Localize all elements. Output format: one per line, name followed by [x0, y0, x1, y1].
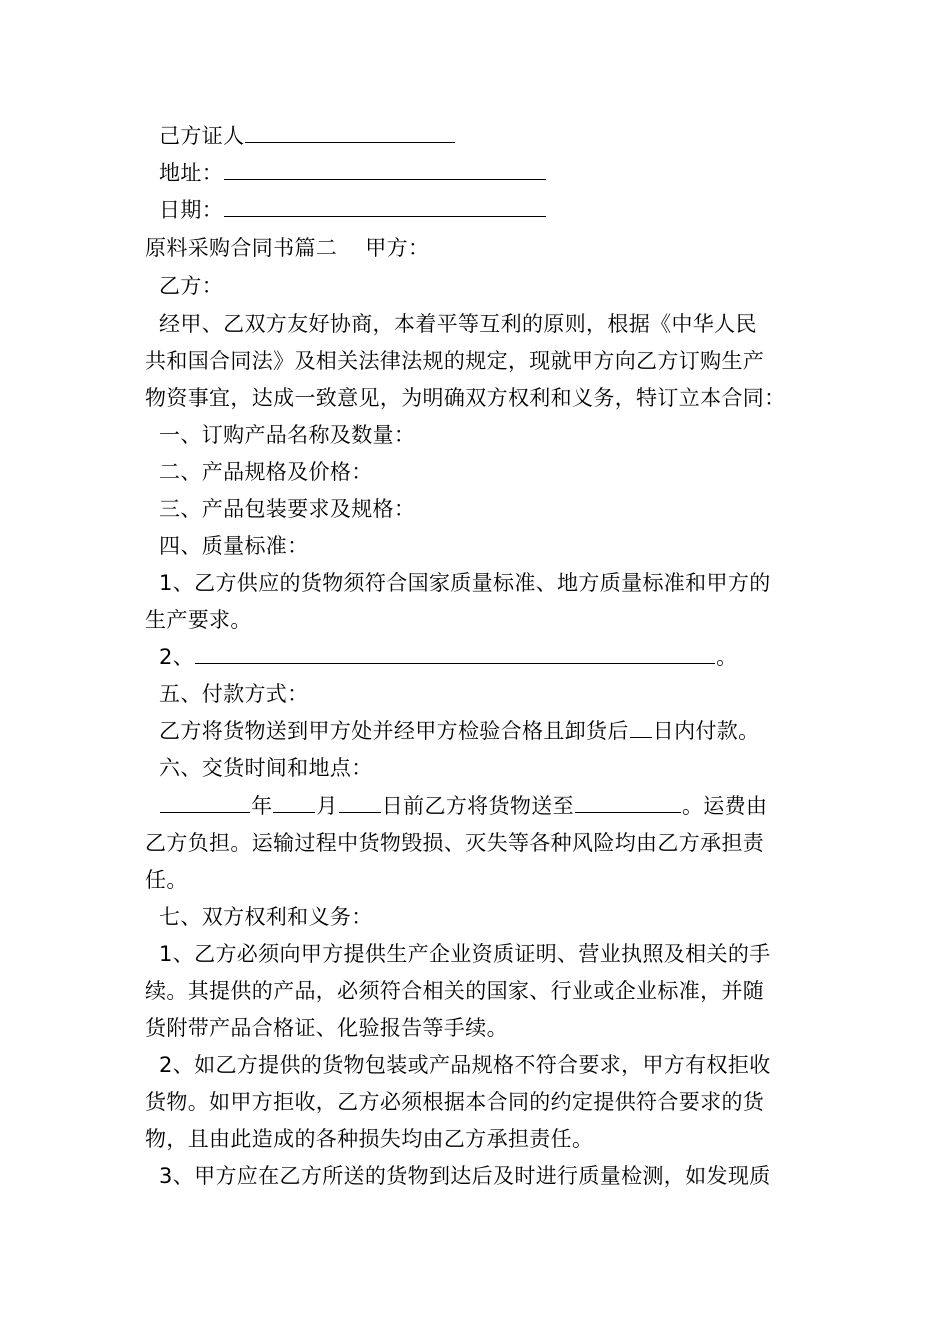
paragraph-line: 物，且由此造成的各种损失均由乙方承担责任。	[145, 1127, 594, 1151]
clause-heading: 二、产品规格及价格：	[145, 460, 373, 484]
section-title: 原料采购合同书篇二 甲方：	[145, 236, 430, 260]
witness-blank	[245, 120, 455, 143]
witness-line	[145, 118, 810, 155]
delivery-line: 年 月 日前乙方将货物送至 。运费由	[145, 788, 810, 825]
paragraph-line: 共和国合同法》及相关法律法规的规定，现就甲方向乙方订购生产	[145, 349, 765, 373]
quality-blank	[195, 641, 715, 664]
date-line	[145, 192, 810, 229]
paragraph-line: 经甲、乙双方友好协商，本着平等互利的原则，根据《中华人民	[145, 312, 757, 336]
clause-heading: 七、双方权利和义务：	[145, 905, 373, 929]
party-b-line: 乙方：	[145, 274, 224, 298]
witness-label: 己方证人	[145, 124, 245, 148]
paragraph-line: 生产要求。	[145, 608, 252, 632]
month-blank	[273, 790, 315, 813]
day-blank	[339, 790, 381, 813]
paragraph-line: 乙方负担。运输过程中货物毁损、灭失等各种风险均由乙方承担责	[145, 831, 765, 855]
clause-heading: 四、质量标准：	[145, 534, 309, 558]
year-blank	[160, 790, 250, 813]
quality-item-2: 2、 。	[145, 639, 810, 676]
address-line	[145, 155, 810, 192]
paragraph-line: 任。	[145, 868, 188, 892]
paragraph-line: 1、乙方必须向甲方提供生产企业资质证明、营业执照及相关的手	[145, 942, 771, 966]
payment-days-blank	[630, 715, 652, 738]
payment-line: 乙方将货物送到甲方处并经甲方检验合格且卸货后 日内付款。	[145, 713, 810, 750]
address-blank	[224, 157, 546, 180]
date-label: 日期：	[145, 198, 224, 222]
address-label: 地址：	[145, 161, 224, 185]
paragraph-line: 货物。如甲方拒收，乙方必须根据本合同的约定提供符合要求的货	[145, 1090, 765, 1114]
date-blank	[224, 194, 546, 217]
paragraph-line: 续。其提供的产品，必须符合相关的国家、行业或企业标准，并随	[145, 979, 765, 1003]
clause-heading: 三、产品包装要求及规格：	[145, 497, 416, 521]
paragraph-line: 物资事宜，达成一致意见，为明确双方权利和义务，特订立本合同：	[145, 386, 786, 410]
paragraph-line: 货附带产品合格证、化验报告等手续。	[145, 1016, 508, 1040]
clause-heading: 一、订购产品名称及数量：	[145, 423, 416, 447]
paragraph-line: 3、甲方应在乙方所送的货物到达后及时进行质量检测，如发现质	[145, 1164, 771, 1188]
paragraph-line: 2、如乙方提供的货物包装或产品规格不符合要求，甲方有权拒收	[145, 1053, 771, 1077]
clause-heading: 五、付款方式：	[145, 682, 309, 706]
destination-blank	[575, 790, 681, 813]
paragraph-line: 1、乙方供应的货物须符合国家质量标准、地方质量标准和甲方的	[145, 571, 771, 595]
clause-heading: 六、交货时间和地点：	[145, 756, 373, 780]
